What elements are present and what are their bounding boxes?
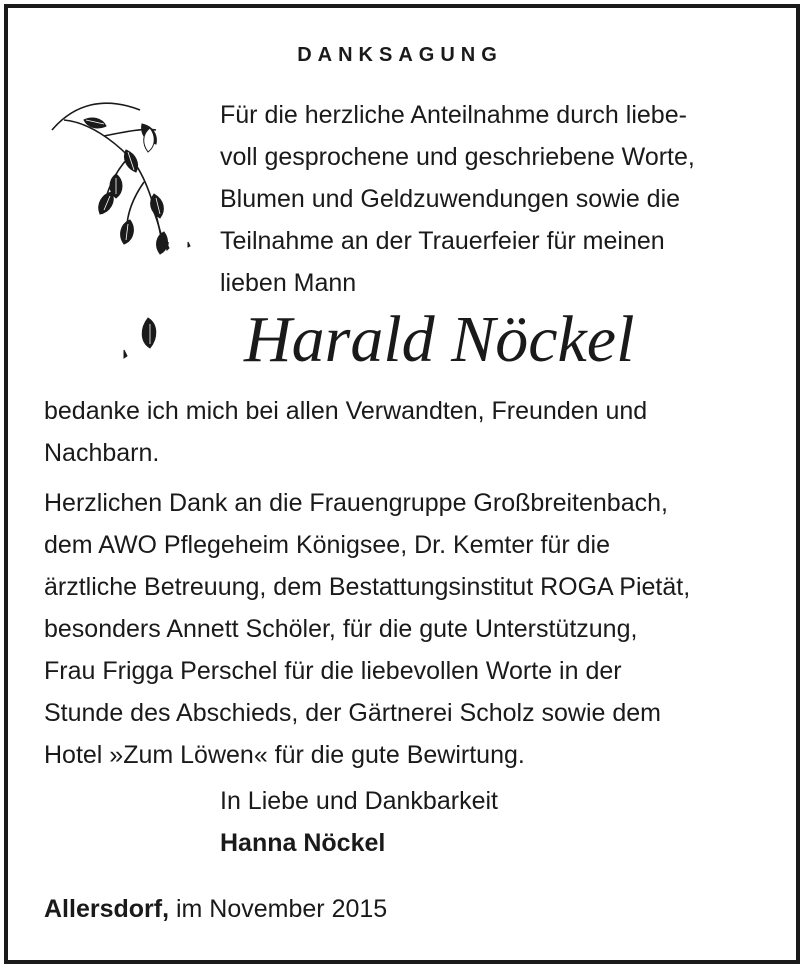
- details-line-5: Frau Frigga Perschel für die liebevollen Worte in der: [44, 657, 622, 685]
- details-line-7: Hotel »Zum Löwen« für die gute Bewirtung.: [44, 741, 525, 769]
- details-line-3: ärztliche Betreuung, dem Bestattungsinstitut ROGA Pietät,: [44, 573, 691, 601]
- place-date-line: [44, 890, 387, 928]
- details-line-6: Stunde des Abschieds, der Gärtnerei Scholz sowie dem: [44, 699, 662, 727]
- notice-heading: DANKSAGUNG: [297, 44, 503, 66]
- date: im November 2015: [175, 895, 388, 923]
- details-line-1: Herzlichen Dank an die Frauengruppe Großbreitenbach,: [44, 489, 668, 517]
- details-line-2: dem AWO Pflegeheim Königsee, Dr. Kemter für die: [44, 531, 610, 559]
- thanks-line-2: Nachbarn.: [44, 439, 160, 467]
- intro-line-3: Blumen und Geldzuwendungen sowie die: [220, 185, 681, 213]
- signature: Hanna Nöckel: [220, 829, 386, 857]
- thanks-line-1: bedanke ich mich bei allen Verwandten, Freunden und: [44, 397, 648, 425]
- birch-branch-icon: [44, 92, 214, 382]
- details-line-4: besonders Annett Schöler, für die gute Unterstützung,: [44, 615, 638, 643]
- intro-line-5: lieben Mann: [220, 269, 357, 297]
- deceased-name: Harald Nöckel: [244, 303, 635, 376]
- place: Allersdorf,: [44, 895, 170, 923]
- intro-line-2: voll gesprochene und geschriebene Worte,: [220, 143, 695, 171]
- intro-line-1: Für die herzliche Anteilnahme durch liebe-: [220, 101, 687, 129]
- intro-line-4: Teilnahme an der Trauerfeier für meinen: [220, 227, 665, 255]
- closing-phrase: In Liebe und Dankbarkeit: [220, 787, 498, 815]
